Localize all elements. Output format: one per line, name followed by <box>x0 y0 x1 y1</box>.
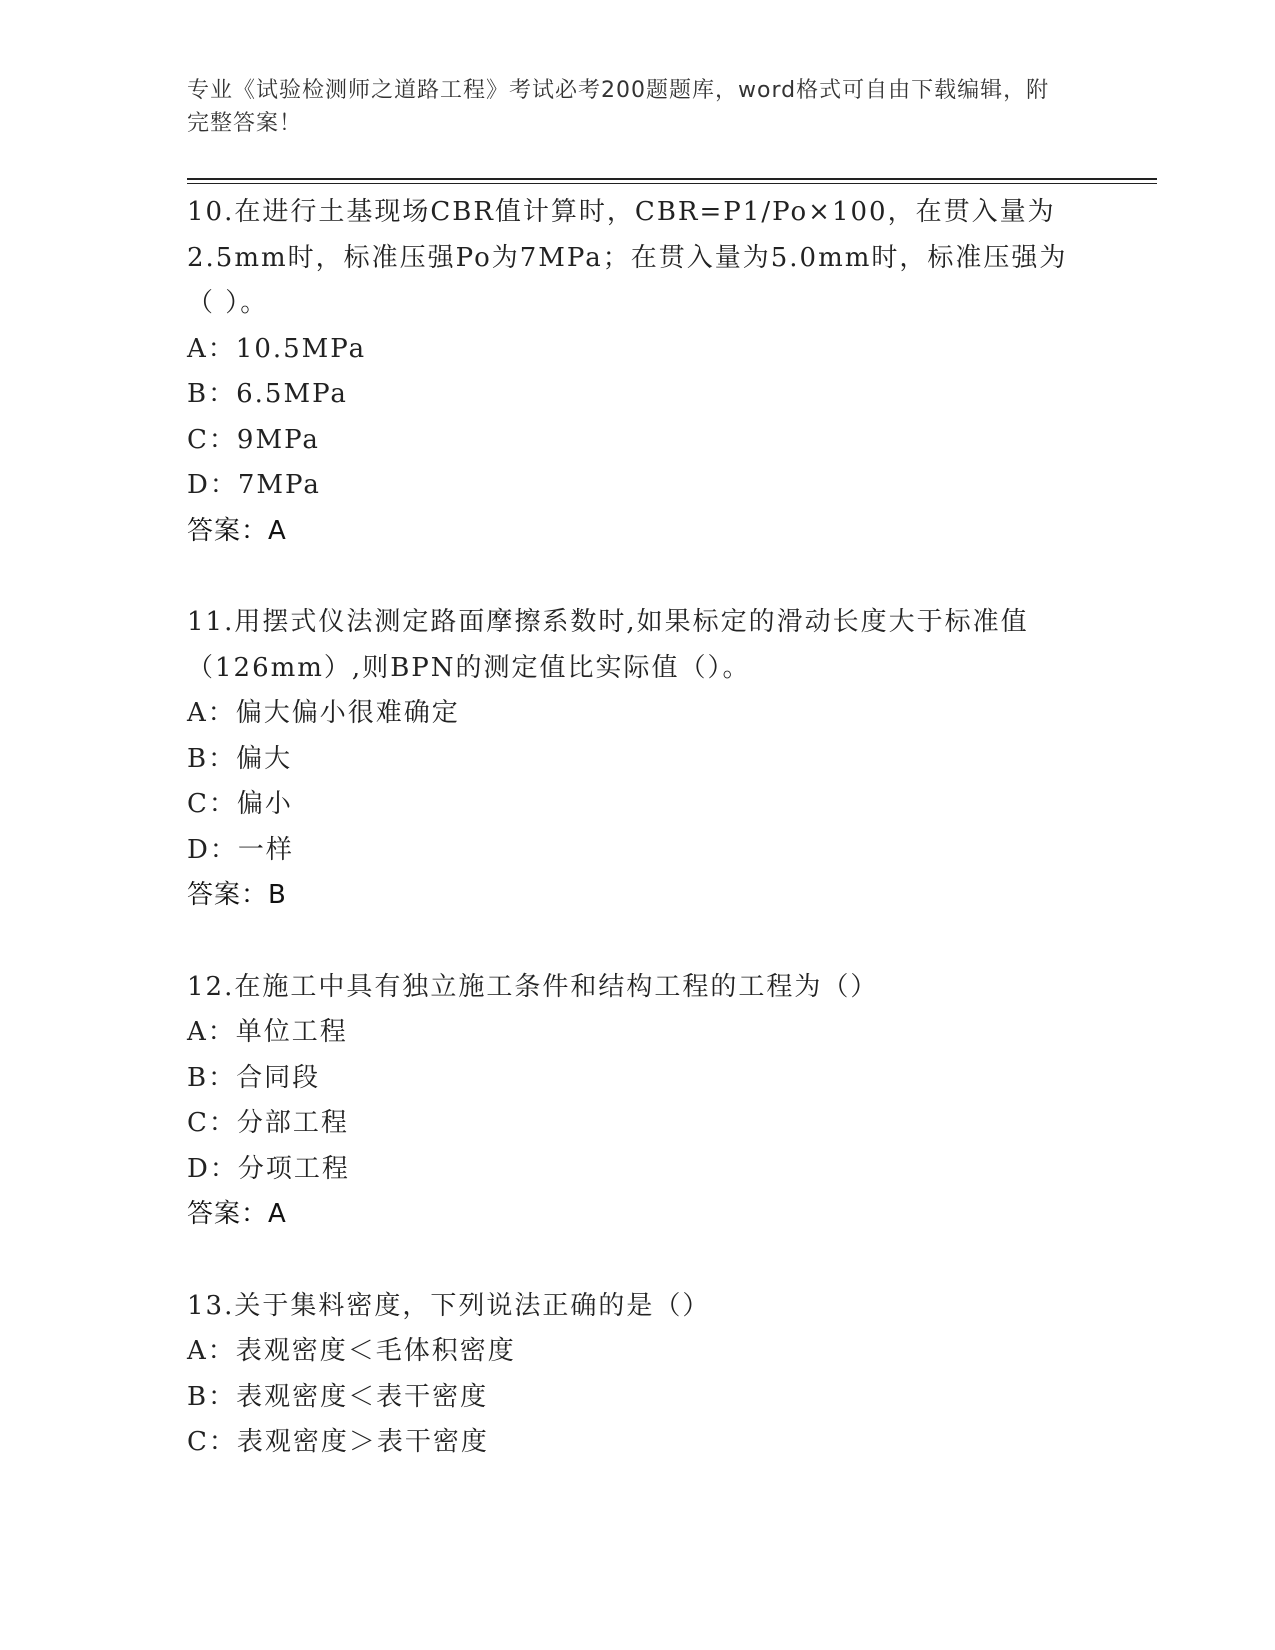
question-stem: 13.关于集料密度，下列说法正确的是（） <box>187 1290 711 1321</box>
answer-label: 答案：B <box>187 880 287 910</box>
question-stem: 12.在施工中具有独立施工条件和结构工程的工程为（） <box>187 971 879 1002</box>
option-text: 合同段 <box>236 1062 321 1093</box>
option-letter: C： <box>187 424 237 455</box>
option-letter: D： <box>187 470 238 500</box>
option-letter: D： <box>187 1153 238 1184</box>
option-text: 一样 <box>237 834 294 865</box>
option-text: 10.5MPa <box>235 333 367 364</box>
question-11 <box>187 600 1087 919</box>
question-10 <box>187 190 1087 554</box>
option-text: 表观密度＞表干密度 <box>236 1427 489 1457</box>
option-letter: B： <box>187 1062 237 1093</box>
option-text: 单位工程 <box>235 1017 348 1047</box>
option-letter: A： <box>187 698 236 728</box>
option-text: 偏大偏小很难确定 <box>235 698 460 728</box>
answer-label: 答案：A <box>187 1199 287 1229</box>
option-letter: A： <box>187 333 236 364</box>
option-text: 分部工程 <box>236 1108 349 1138</box>
option-text: 表观密度＜表干密度 <box>236 1381 489 1412</box>
option-letter: B： <box>187 1381 237 1412</box>
option-text: 6.5MPa <box>236 379 348 409</box>
option-letter: A： <box>187 1017 236 1047</box>
option-letter: D： <box>187 834 238 865</box>
question-stem: 10.在进行土基现场CBR值计算时，CBR=P1/Po×100，在贯入量为2.5mm时，标准压强Po为7MPa；在贯入量为5.0mm时，标准压强为（ ）。 <box>187 197 1068 318</box>
option-text: 9MPa <box>236 424 320 455</box>
question-stem: 11.用摆式仪法测定路面摩擦系数时,如果标定的滑动长度大于标准值（126mm）,则BPN的测定值比实际值（）。 <box>187 607 1029 683</box>
question-list <box>187 190 1087 1512</box>
option-text: 偏大 <box>236 743 293 774</box>
option-a <box>187 1010 1087 1056</box>
option-letter: B： <box>187 743 237 774</box>
header-rule-thick <box>187 178 1157 180</box>
option-a <box>187 327 1087 373</box>
option-text: 分项工程 <box>237 1153 350 1184</box>
option-letter: C： <box>187 1108 237 1138</box>
header-rule-thin <box>187 183 1157 184</box>
option-letter: A： <box>187 1336 236 1366</box>
option-text: 偏小 <box>236 789 293 819</box>
option-b <box>187 1056 1087 1102</box>
option-text: 表观密度＜毛体积密度 <box>235 1336 516 1366</box>
option-letter: C： <box>187 789 237 819</box>
option-a <box>187 691 1087 737</box>
option-letter: C： <box>187 1427 237 1457</box>
question-13 <box>187 1284 1087 1466</box>
option-text: 7MPa <box>237 470 321 500</box>
option-b <box>187 372 1087 418</box>
option-c <box>187 1420 1087 1466</box>
option-c <box>187 1101 1087 1147</box>
answer-label: 答案：A <box>187 515 287 546</box>
option-d <box>187 828 1087 874</box>
option-d <box>187 463 1087 509</box>
option-letter: B： <box>187 379 237 409</box>
option-d <box>187 1147 1087 1193</box>
option-b <box>187 1375 1087 1421</box>
option-c <box>187 782 1087 828</box>
question-12 <box>187 965 1087 1238</box>
option-b <box>187 737 1087 783</box>
option-a <box>187 1329 1087 1375</box>
document-intro: 专业《试验检测师之道路工程》考试必考200题题库，word格式可自由下载编辑，附完整答案！ <box>187 78 1050 136</box>
option-c <box>187 418 1087 464</box>
